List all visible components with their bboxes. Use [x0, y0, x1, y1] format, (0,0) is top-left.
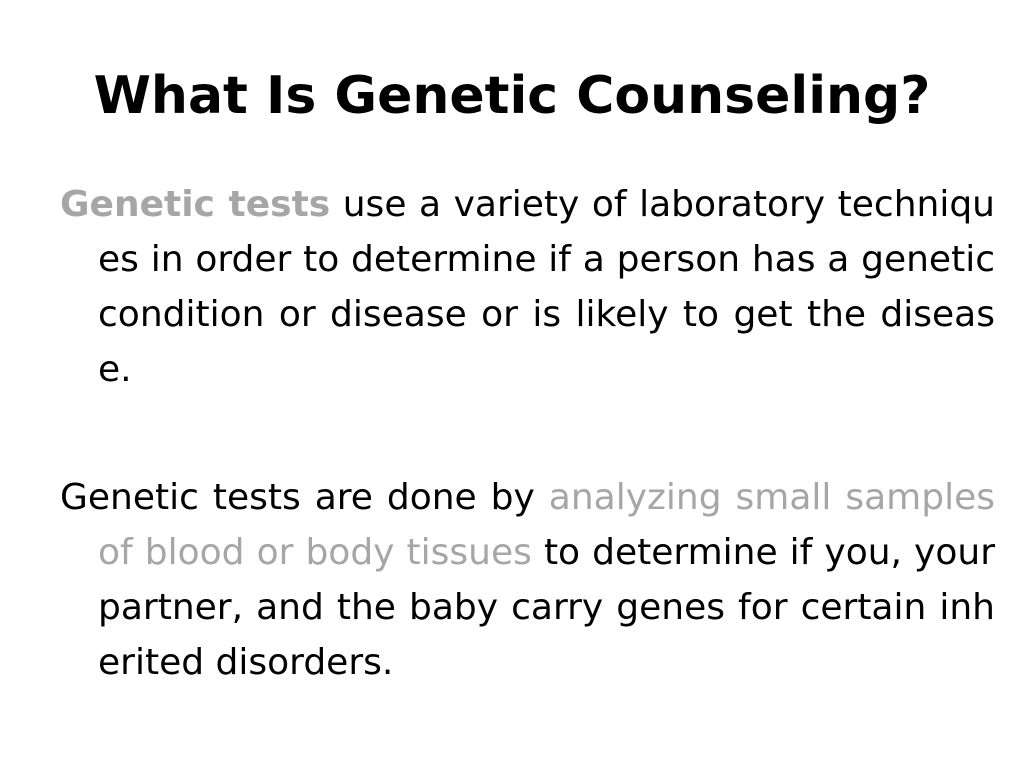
slide-title: What Is Genetic Counseling? — [93, 66, 931, 126]
highlight-samples: analyzing small samples of blood or body tissues — [98, 477, 995, 573]
paragraph-2-after: to determine if you, your partner, and the baby carry genes for certain inherited disorders. — [98, 532, 995, 683]
paragraph-1-text: use a variety of laboratory techniques in order to determine if a person has a genetic condition or disease or is likely to get the disease. — [98, 184, 995, 390]
highlight-genetic-tests: Genetic tests — [60, 184, 331, 225]
paragraph-genetic-tests-definition — [60, 177, 995, 397]
paragraph-2-before: Genetic tests are done by — [60, 477, 549, 518]
paragraph-genetic-tests-method — [60, 470, 995, 690]
